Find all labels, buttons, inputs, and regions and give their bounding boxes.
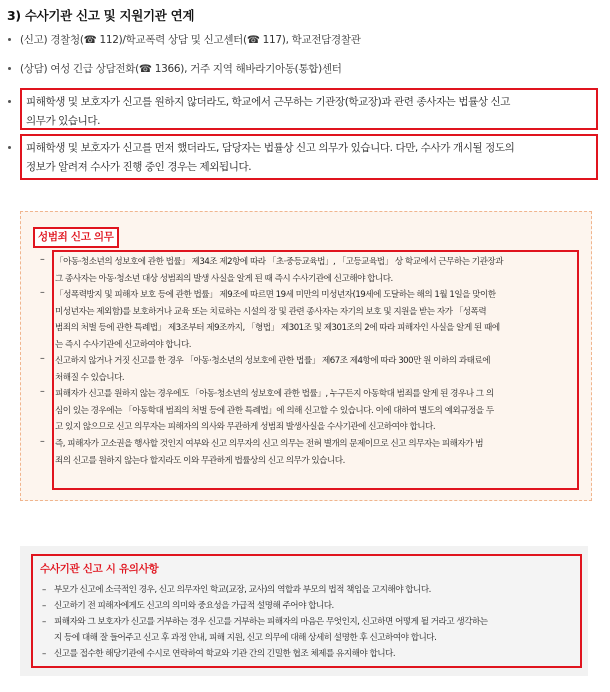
duty-item-5	[55, 436, 577, 469]
caution-line: 부모가 신고에 소극적인 경우, 신고 의무자인 학교(교장, 교사)의 역할과 부모의 법적 책임을 고지해야 합니다.	[54, 585, 431, 595]
bullet-counsel	[8, 62, 342, 76]
dash-marker: –	[40, 386, 45, 397]
bullet-dot-icon	[8, 100, 11, 103]
duty-line: 즉, 피해자가 고소권을 행사할 것인지 여부와 신고 의무자의 신고 의무는 전혀 별개의 문제이므로 신고 의무자는 피해자가 범	[55, 439, 484, 449]
caution-panel-title: 수사기관 신고 시 유의사항	[40, 563, 159, 575]
dash-marker: –	[40, 287, 45, 298]
duty-line: 그 종사자는 아동·청소년 대상 성범죄의 발생 사실을 알게 된 때 즉시 수사기관에 신고해야 합니다.	[55, 273, 393, 284]
dash-marker: –	[42, 617, 46, 627]
duty-line: 심이 있는 경우에는 「아동학대 범죄의 처벌 등에 관한 특례법」에 의해 신고할 수 있습니다. 이에 대하여 별도의 예외규정을 두	[55, 405, 494, 416]
dash-marker: –	[40, 254, 45, 265]
highlight-line: 의무가 있습니다.	[26, 115, 101, 127]
dash-marker: –	[42, 585, 46, 595]
bullet-text: (신고) 경찰청(☎ 112)/학교폭력 상담 및 신고센터(☎ 117), 학교전담경찰관	[20, 34, 361, 46]
duty-item-3	[55, 353, 577, 386]
caution-item-3-cont	[42, 630, 582, 647]
bullet-report	[8, 33, 361, 47]
duty-item-1	[55, 254, 577, 287]
highlight-box-2	[20, 134, 598, 180]
caution-item-2	[42, 598, 582, 615]
dash-marker: –	[40, 353, 45, 364]
caution-item-1	[42, 582, 582, 599]
highlight-line: 정보가 알려져 수사가 진행 중인 경우는 제외됩니다.	[26, 161, 252, 173]
dash-marker: –	[42, 649, 46, 659]
duty-line: 미성년자는 제외함)를 보호하거나 교육 또는 치료하는 시설의 장 및 관련 종사자는 자기의 보호 및 지원을 받는 자가 「성폭력	[55, 306, 487, 317]
duty-line: 죄의 신고를 원하지 않는다 할지라도 이와 무관하게 법률상의 신고 의무가 있습니다.	[55, 455, 345, 466]
bullet-dot-icon	[8, 146, 11, 149]
duty-line: 처해질 수 있습니다.	[55, 372, 125, 383]
section-heading: 3) 수사기관 신고 및 지원기관 연계	[7, 8, 195, 23]
highlight-line: 피해학생 및 보호자가 신고를 원하지 않더라도, 학교에서 근무하는 기관장(학교장)과 관련 종사자는 법률상 신고	[26, 96, 511, 108]
duty-panel-title: 성범죄 신고 의무	[33, 227, 119, 248]
bullet-dot-icon	[8, 67, 11, 70]
dash-marker: –	[42, 601, 46, 611]
bullet-dot-icon	[8, 38, 11, 41]
caution-line: 신고를 접수한 해당기관에 수시로 연락하여 학교와 기관 간의 긴밀한 협조 체제를 유지해야 합니다.	[54, 649, 396, 659]
duty-line: 범죄의 처벌 등에 관한 특례법」 제3조부터 제9조까지, 「형법」 제301조 및 제301조의 2에 따라 피해자인 사실을 알게 된 때에	[55, 323, 500, 333]
dash-marker: –	[40, 436, 45, 447]
duty-item-4	[55, 386, 577, 436]
caution-line: 지 등에 대해 잘 들어주고 신고 후 과정 안내, 피해 지원, 신고 의무에 대해 상세히 설명한 후 신고하여야 합니다.	[54, 633, 437, 643]
caution-line: 피해자와 그 보호자가 신고를 거부하는 경우 신고를 거부하는 피해자의 마음은 무엇인지, 신고하면 어떻게 될 거라고 생각하는	[54, 617, 488, 627]
duty-line: 고 있지 않으므로 신고 의무자는 피해자의 의사와 무관하게 성범죄 발생사실을 수사기관에 신고하여야 합니다.	[55, 422, 436, 432]
highlight-line: 피해학생 및 보호자가 신고를 먼저 했더라도, 담당자는 법률상 신고 의무가 있습니다. 다만, 수사가 개시될 정도의	[26, 142, 515, 154]
caution-item-3	[42, 614, 582, 631]
duty-line: 피해자가 신고를 원하지 않는 경우에도 「아동·청소년의 성보호에 관한 법률」, 누구든지 아동학대 범죄를 알게 된 경우나 그 의	[55, 389, 494, 399]
duty-line: 「성폭력방지 및 피해자 보호 등에 관한 법률」 제9조에 따르면 19세 미만의 미성년자(19세에 도달하는 해의 1월 1일을 맞이한	[55, 290, 496, 300]
highlight-box-1	[20, 88, 598, 130]
duty-line: 「아동·청소년의 성보호에 관한 법률」 제34조 제2항에 따라 「초·중등교육법」, 「고등교육법」 상 학교에서 근무하는 기관장과	[55, 257, 504, 267]
caution-line: 신고하기 전 피해자에게도 신고의 의미와 중요성을 가급적 설명해 주어야 합니다.	[54, 601, 334, 611]
bullet-text: (상담) 여성 긴급 상담전화(☎ 1366), 거주 지역 해바라기아동(통합)센터	[20, 63, 342, 75]
duty-line: 신고하지 않거나 거짓 신고를 한 경우 「아동·청소년의 성보호에 관한 법률」 제67조 제4항에 따라 300만 원 이하의 과태료에	[55, 356, 491, 366]
caution-item-4	[42, 646, 582, 663]
duty-line: 는 즉시 수사기관에 신고하여야 합니다.	[55, 339, 191, 350]
duty-item-2	[55, 287, 577, 353]
